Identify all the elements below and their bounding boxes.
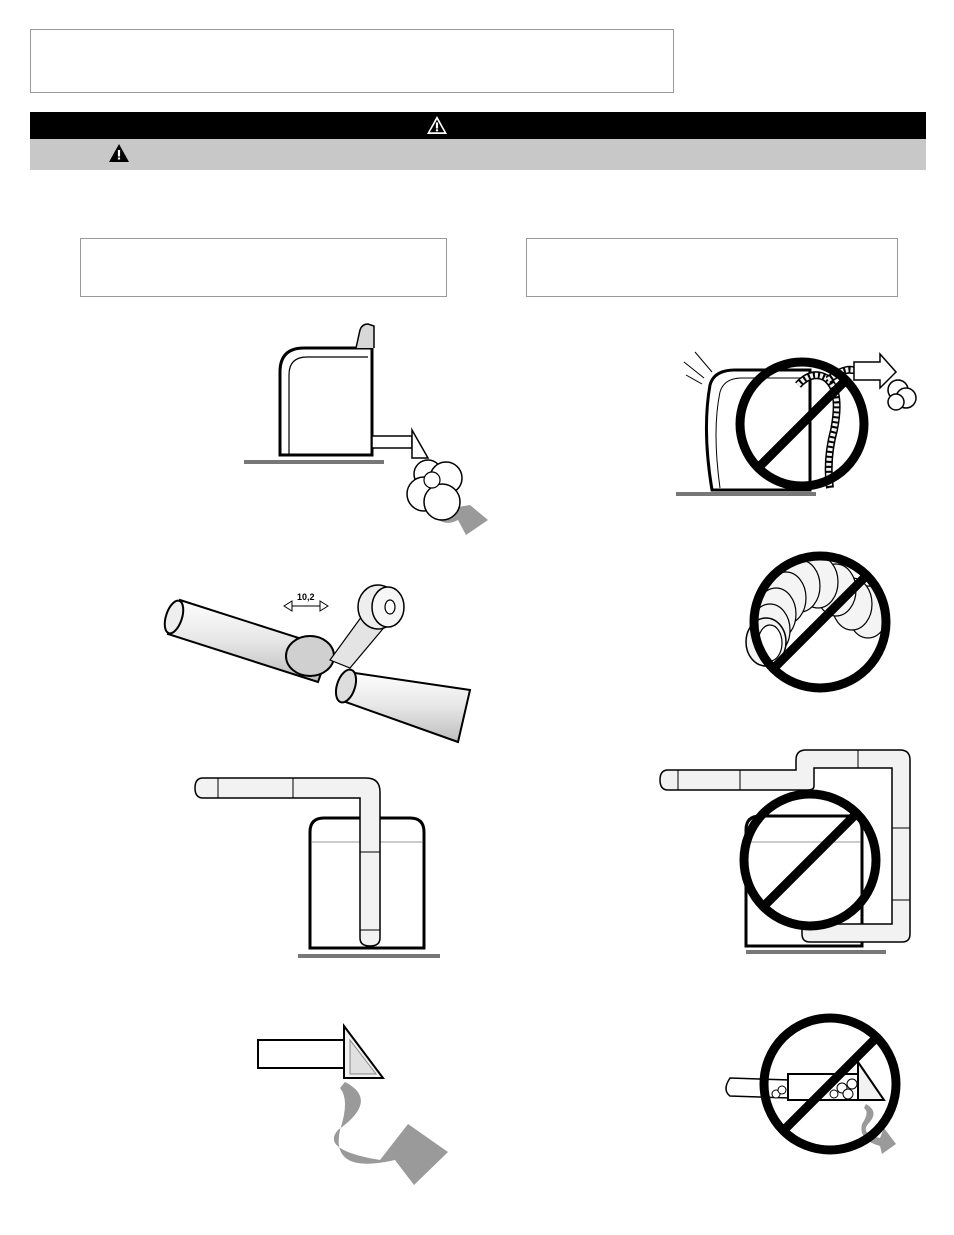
vent-hood-figure	[258, 1026, 448, 1185]
clogged-hood-prohibited-figure	[726, 1018, 896, 1154]
dryer-proper-vent-figure	[244, 324, 488, 535]
long-duct-prohibited-figure	[660, 750, 910, 952]
crushed-duct-prohibited-figure	[676, 352, 916, 494]
tape-dimension-label: 10,2	[297, 592, 315, 602]
foil-duct-prohibited-figure	[746, 556, 888, 688]
duct-tape-figure	[161, 585, 470, 742]
dryer-short-duct-figure	[195, 778, 440, 956]
